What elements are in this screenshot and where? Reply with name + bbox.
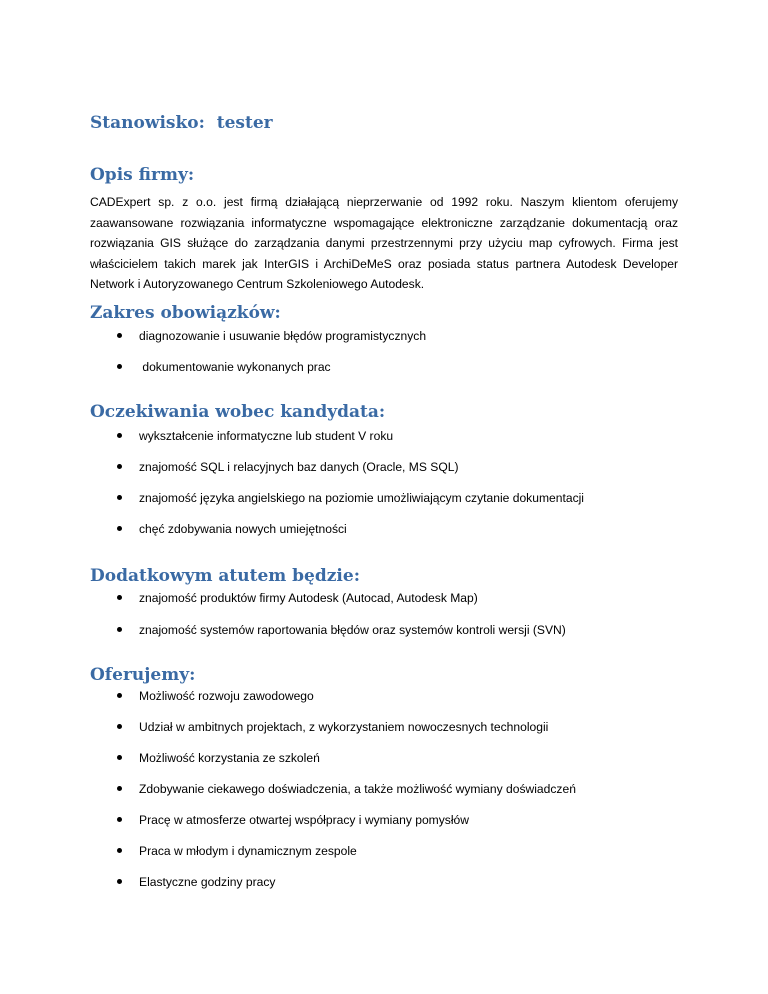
list-item: znajomość SQL i relacyjnych baz danych (Oracle, MS SQL) <box>90 459 678 475</box>
list-item: Zdobywanie ciekawego doświadczenia, a także możliwość wymiany doświadczeń <box>90 781 678 797</box>
title-label: Stanowisko: <box>90 113 205 133</box>
list-item: znajomość języka angielskiego na poziomie umożliwiającym czytanie dokumentacji <box>90 490 678 506</box>
bullet-icon <box>117 848 122 853</box>
bullet-icon <box>117 627 122 632</box>
expectations-section <box>90 401 678 423</box>
bullet-icon <box>117 817 122 822</box>
list-item: Możliwość korzystania ze szkoleń <box>90 750 678 766</box>
advantages-section <box>90 565 678 587</box>
advantages-heading: Dodatkowym atutem będzie: <box>90 566 360 586</box>
duties-heading: Zakres obowiązków: <box>90 303 281 323</box>
offer-section <box>90 664 678 686</box>
list-item: znajomość systemów raportowania błędów oraz systemów kontroli wersji (SVN) <box>90 622 678 638</box>
list-item: Możliwość rozwoju zawodowego <box>90 688 678 704</box>
bullet-icon <box>117 495 122 500</box>
bullet-icon <box>117 595 122 600</box>
list-item: Pracę w atmosferze otwartej współpracy i wymiany pomysłów <box>90 812 678 828</box>
bullet-icon <box>117 526 122 531</box>
bullet-icon <box>117 755 122 760</box>
list-item: dokumentowanie wykonanych prac <box>90 359 678 375</box>
bullet-icon <box>117 433 122 438</box>
list-item: Elastyczne godziny pracy <box>90 874 678 890</box>
list-item: Praca w młodym i dynamicznym zespole <box>90 843 678 859</box>
bullet-icon <box>117 333 122 338</box>
bullet-icon <box>117 879 122 884</box>
offer-heading: Oferujemy: <box>90 665 196 685</box>
company-section <box>90 164 678 295</box>
bullet-icon <box>117 724 122 729</box>
bullet-icon <box>117 364 122 369</box>
expectations-heading: Oczekiwania wobec kandydata: <box>90 402 386 422</box>
list-item: znajomość produktów firmy Autodesk (Autocad, Autodesk Map) <box>90 590 678 606</box>
list-item: diagnozowanie i usuwanie błędów programistycznych <box>90 328 678 344</box>
page-title <box>90 112 273 134</box>
bullet-icon <box>117 786 122 791</box>
list-item: Udział w ambitnych projektach, z wykorzystaniem nowoczesnych technologii <box>90 719 678 735</box>
company-heading: Opis firmy: <box>90 165 195 185</box>
list-item: chęć zdobywania nowych umiejętności <box>90 521 678 537</box>
company-paragraph: CADExpert sp. z o.o. jest firmą działającą nieprzerwanie od 1992 roku. Naszym klientom oferujemy zaawansowane rozwiązania informatyczne wspomagające elektroniczne zarządzanie dokumentacją oraz rozwiązania GIS służące do zarządzania danymi przestrzennymi przy użyciu map cyfrowych. Firma jest właścicielem takich marek jak InterGIS i ArchiDeMeS oraz posiada status partnera Autodesk Developer Network i Autoryzowanego Centrum Szkoleniowego Autodesk. <box>90 195 678 292</box>
bullet-icon <box>117 464 122 469</box>
title-value: tester <box>216 113 273 133</box>
list-item: wykształcenie informatyczne lub student V roku <box>90 428 678 444</box>
duties-section <box>90 302 678 324</box>
bullet-icon <box>117 693 122 698</box>
